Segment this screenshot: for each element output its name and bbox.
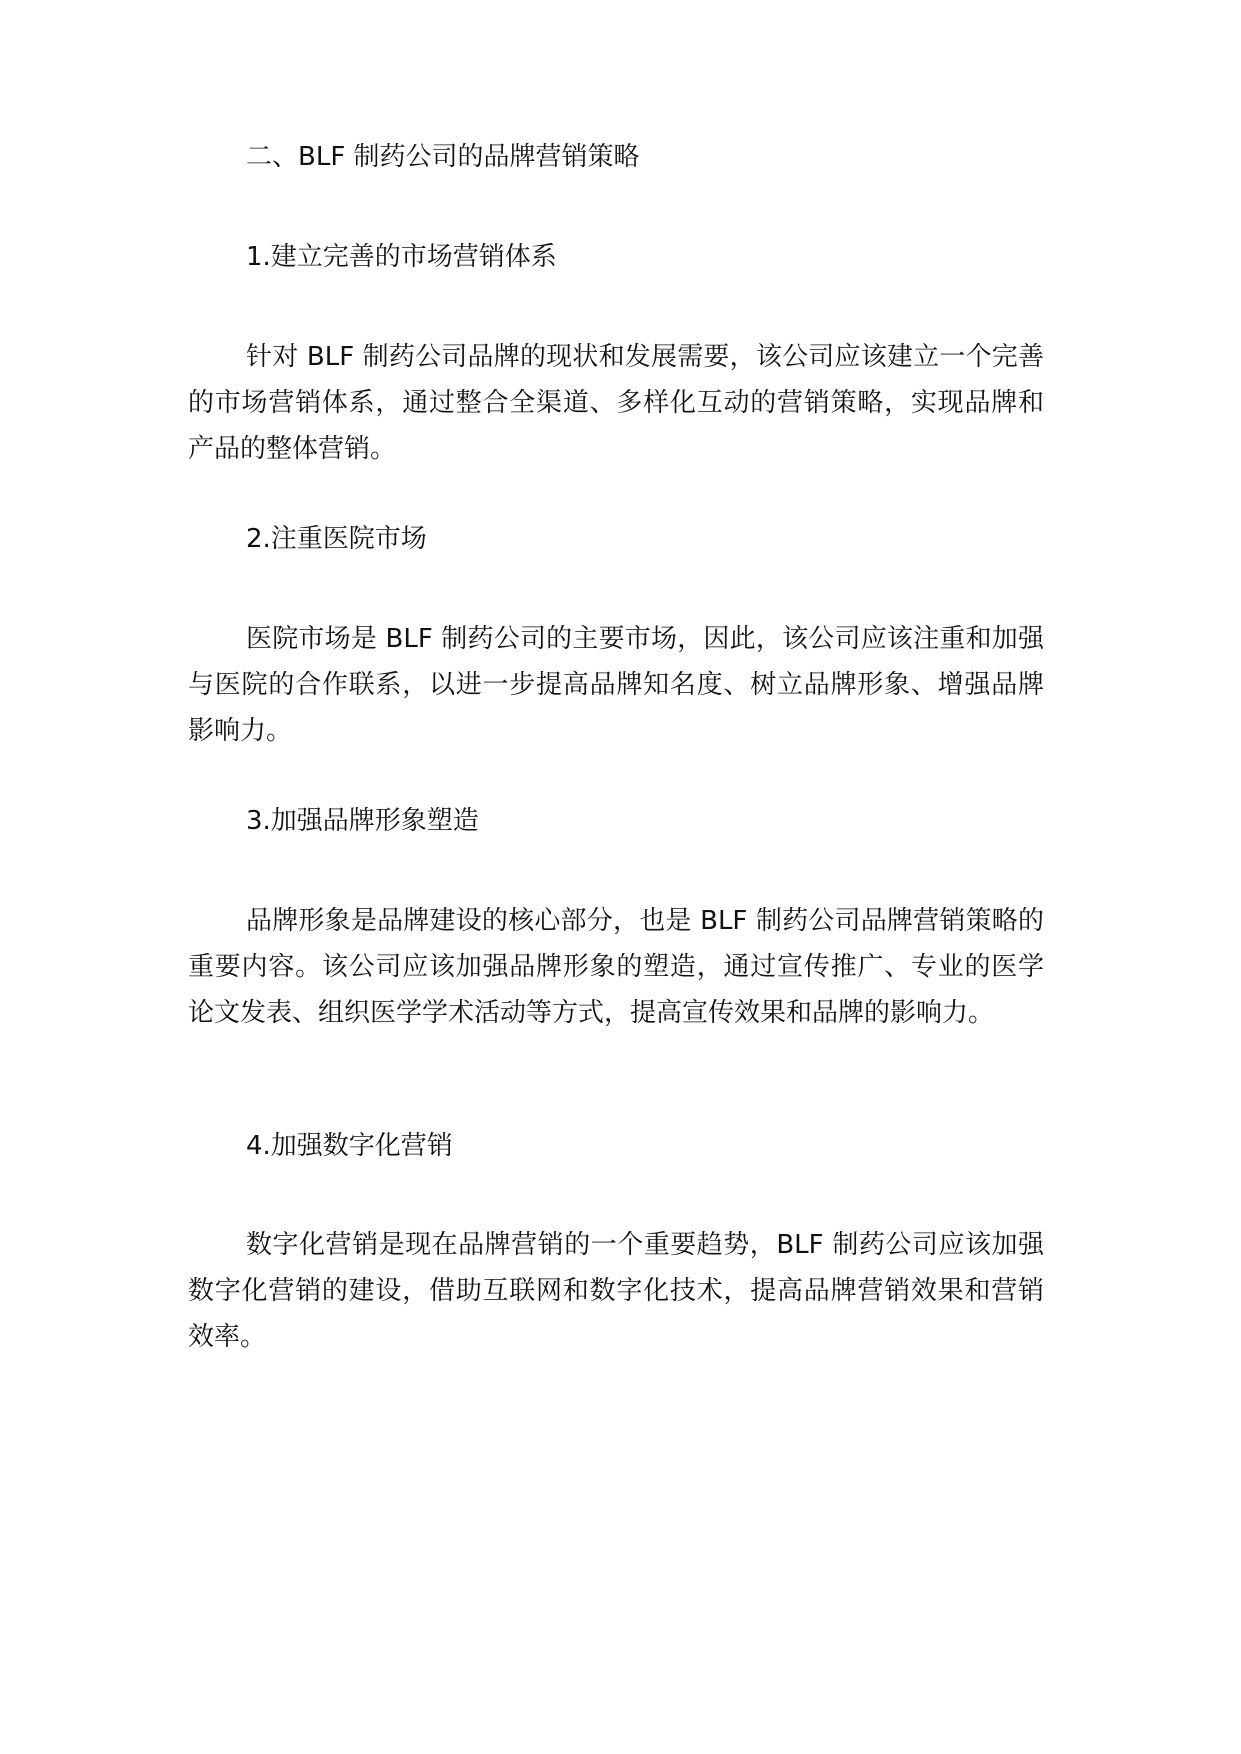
section-title: 二、BLF 制药公司的品牌营销策略 xyxy=(246,142,640,172)
subheading-1: 1.建立完善的市场营销体系 xyxy=(246,242,557,272)
subheading-4: 4.加强数字化营销 xyxy=(246,1131,453,1161)
paragraph-3: 品牌形象是品牌建设的核心部分，也是 BLF 制药公司品牌营销策略的重要内容。该公司应该加强品牌形象的塑造，通过宣传推广、专业的医学论文发表、组织医学学术活动等方式，提高宣传效果和品牌的影响力。 xyxy=(188,906,1044,1028)
paragraph-1: 针对 BLF 制药公司品牌的现状和发展需要，该公司应该建立一个完善的市场营销体系，通过整合全渠道、多样化互动的营销策略，实现品牌和产品的整体营销。 xyxy=(188,342,1044,464)
paragraph-4: 数字化营销是现在品牌营销的一个重要趋势，BLF 制药公司应该加强数字化营销的建设，借助互联网和数字化技术，提高品牌营销效果和营销效率。 xyxy=(188,1230,1044,1352)
subheading-2: 2.注重医院市场 xyxy=(246,524,427,554)
subheading-3: 3.加强品牌形象塑造 xyxy=(246,806,479,836)
paragraph-2: 医院市场是 BLF 制药公司的主要市场，因此，该公司应该注重和加强与医院的合作联系，以进一步提高品牌知名度、树立品牌形象、增强品牌影响力。 xyxy=(188,624,1044,746)
